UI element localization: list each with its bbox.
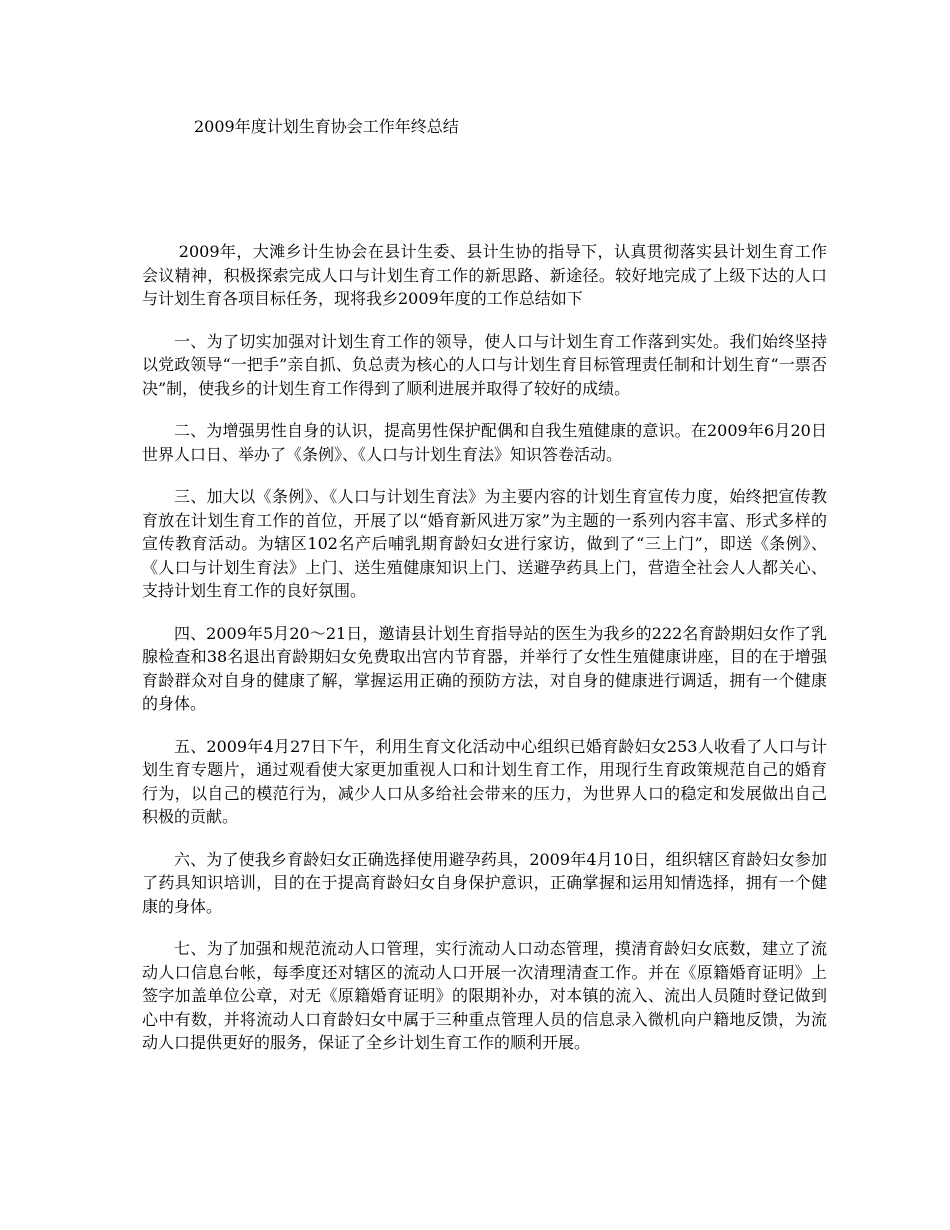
paragraph-3: 三、加大以《条例》、《人口与计划生育法》为主要内容的计划生育宣传力度，始终把宣传教育放在计划生育工作的首位，开展了以“婚育新风进万家”为主题的一系列内容丰富、形式多样的宣传教育活动。为辖区102名产后哺乳期育龄妇女进行家访，做到了“三上门”，即送《条例》、《人口与计划生育法》上门、送生殖健康知识上门、送避孕药具上门，营造全社会人人都关心、支持计划生育工作的良好氛围。 — [142, 487, 827, 600]
paragraph-4: 四、2009年5月20～21日，邀请县计划生育指导站的医生为我乡的222名育龄期妇女作了乳腺检查和38名退出育龄期妇女免费取出宫内节育器，并举行了女性生殖健康讲座，目的在于增强育龄群众对自身的健康了解，掌握运用正确的预防方法，对自身的健康进行调适，拥有一个健康的身体。 — [142, 623, 827, 713]
paragraph-intro: 2009年，大滩乡计生协会在县计生委、县计生协的指导下，认真贯彻落实县计划生育工作会议精神，积极探索完成人口与计划生育工作的新思路、新途径。较好地完成了上级下达的人口与计划生育各项目标任务，现将我乡2009年度的工作总结如下 — [142, 242, 827, 308]
paragraph-7: 七、为了加强和规范流动人口管理，实行流动人口动态管理，摸清育龄妇女底数，建立了流动人口信息台帐，每季度还对辖区的流动人口开展一次清理清查工作。并在《原籍婚育证明》上签字加盖单位公章，对无《原籍婚育证明》的限期补办，对本镇的流入、流出人员随时登记做到心中有数，并将流动人口育龄妇女中属于三种重点管理人员的信息录入微机向户籍地反馈，为流动人口提供更好的服务，保证了全乡计划生育工作的顺利开展。 — [142, 939, 827, 1052]
paragraph-5: 五、2009年4月27日下午，利用生育文化活动中心组织已婚育龄妇女253人收看了人口与计划生育专题片，通过观看使大家更加重视人口和计划生育工作，用现行生育政策规范自己的婚育行为，以自己的模范行为，减少人口从多给社会带来的压力，为世界人口的稳定和发展做出自己积极的贡献。 — [142, 736, 827, 826]
paragraph-6: 六、为了使我乡育龄妇女正确选择使用避孕药具，2009年4月10日，组织辖区育龄妇女参加了药具知识培训，目的在于提高育龄妇女自身保护意识，正确掌握和运用知情选择，拥有一个健康的身体。 — [142, 849, 827, 916]
document-body — [142, 240, 827, 1074]
paragraph-2: 二、为增强男性自身的认识，提高男性保护配偶和自我生殖健康的意识。在2009年6月20日世界人口日、举办了《条例》、《人口与计划生育法》知识答卷活动。 — [142, 421, 827, 464]
document-title: 2009年度计划生育协会工作年终总结 — [194, 117, 459, 136]
paragraph-1: 一、为了切实加强对计划生育工作的领导，使人口与计划生育工作落到实处。我们始终坚持以党政领导“一把手”亲自抓、负总责为核心的人口与计划生育目标管理责任制和计划生育“一票否决”制，使我乡的计划生育工作得到了顺利进展并取得了较好的成绩。 — [142, 331, 827, 398]
